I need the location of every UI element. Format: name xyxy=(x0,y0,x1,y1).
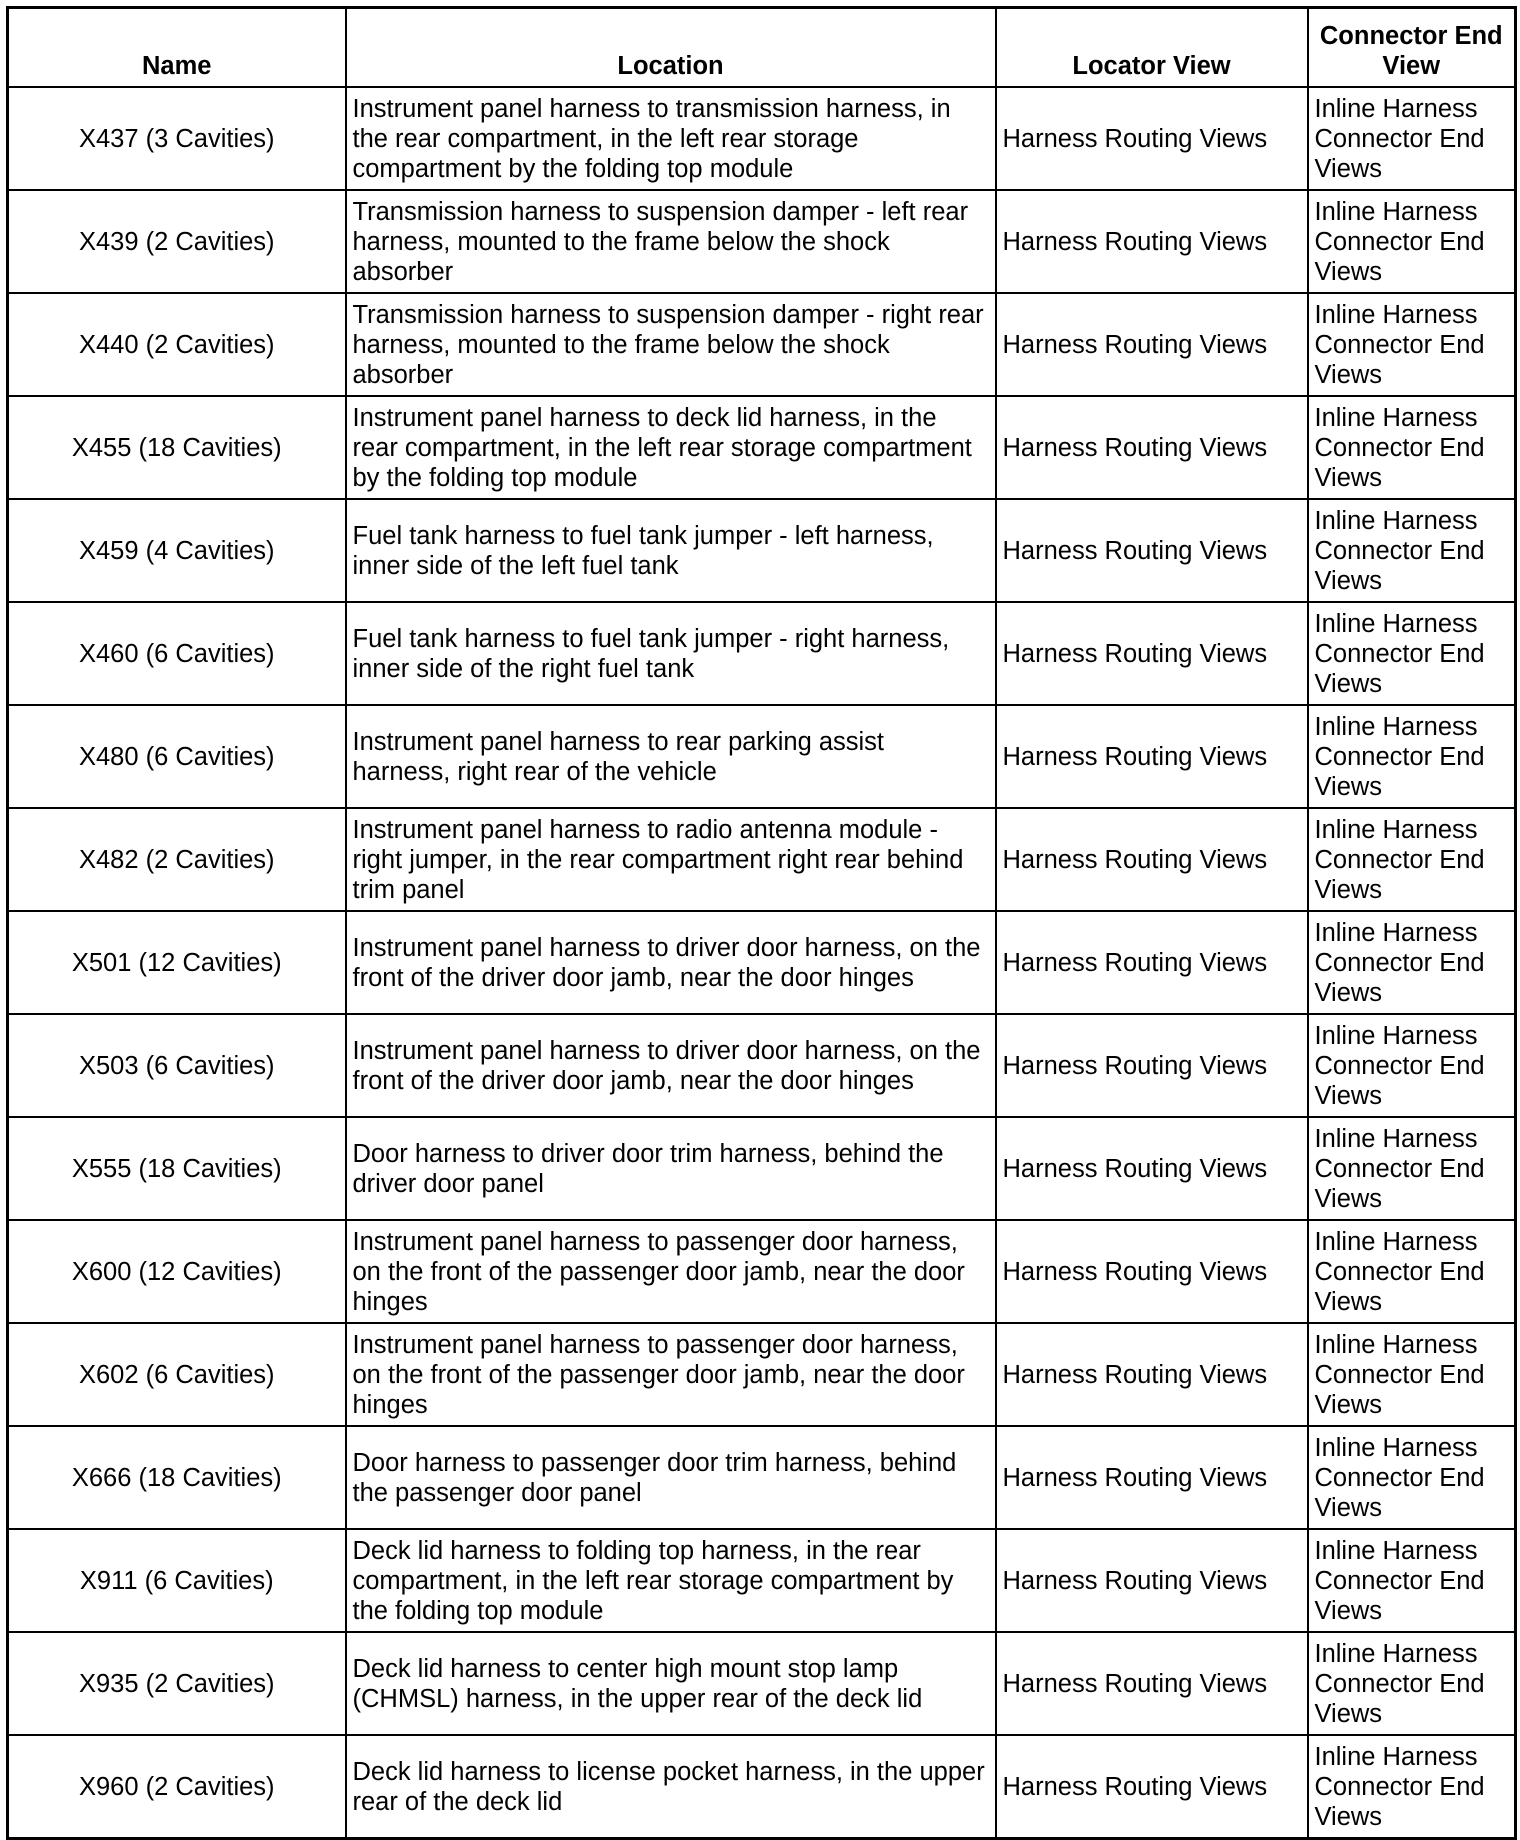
connector-end-view-link[interactable]: Inline Harness Connector End Views xyxy=(1308,499,1516,602)
locator-view-link[interactable]: Harness Routing Views xyxy=(996,293,1308,396)
connector-name: X503 (6 Cavities) xyxy=(8,1014,346,1117)
connector-end-view-link[interactable]: Inline Harness Connector End Views xyxy=(1308,602,1516,705)
connector-name: X960 (2 Cavities) xyxy=(8,1735,346,1839)
connector-end-view-link[interactable]: Inline Harness Connector End Views xyxy=(1308,87,1516,190)
locator-view-link[interactable]: Harness Routing Views xyxy=(996,602,1308,705)
connector-location: Instrument panel harness to deck lid harness, in the rear compartment, in the left rear storage compartment by the folding top module xyxy=(346,396,996,499)
connector-end-view-link[interactable]: Inline Harness Connector End Views xyxy=(1308,1632,1516,1735)
connector-name: X437 (3 Cavities) xyxy=(8,87,346,190)
table-row xyxy=(8,1735,1516,1839)
locator-view-link[interactable]: Harness Routing Views xyxy=(996,1735,1308,1839)
table-header xyxy=(8,8,1516,88)
table-row xyxy=(8,1014,1516,1117)
connector-name: X666 (18 Cavities) xyxy=(8,1426,346,1529)
header-row xyxy=(8,8,1516,88)
connector-end-view-link[interactable]: Inline Harness Connector End Views xyxy=(1308,293,1516,396)
header-location: Location xyxy=(346,8,996,88)
locator-view-link[interactable]: Harness Routing Views xyxy=(996,396,1308,499)
table-row xyxy=(8,1220,1516,1323)
table-row xyxy=(8,911,1516,1014)
connector-end-view-link[interactable]: Inline Harness Connector End Views xyxy=(1308,396,1516,499)
locator-view-link[interactable]: Harness Routing Views xyxy=(996,87,1308,190)
connector-table xyxy=(6,6,1517,1840)
connector-location: Instrument panel harness to transmission harness, in the rear compartment, in the left rear storage compartment by the folding top module xyxy=(346,87,996,190)
connector-name: X482 (2 Cavities) xyxy=(8,808,346,911)
connector-name: X455 (18 Cavities) xyxy=(8,396,346,499)
connector-location: Deck lid harness to center high mount stop lamp (CHMSL) harness, in the upper rear of the deck lid xyxy=(346,1632,996,1735)
header-locator-view: Locator View xyxy=(996,8,1308,88)
locator-view-link[interactable]: Harness Routing Views xyxy=(996,1014,1308,1117)
connector-end-view-link[interactable]: Inline Harness Connector End Views xyxy=(1308,1323,1516,1426)
locator-view-link[interactable]: Harness Routing Views xyxy=(996,1529,1308,1632)
connector-location: Deck lid harness to license pocket harness, in the upper rear of the deck lid xyxy=(346,1735,996,1839)
table-row xyxy=(8,1632,1516,1735)
connector-name: X935 (2 Cavities) xyxy=(8,1632,346,1735)
connector-end-view-link[interactable]: Inline Harness Connector End Views xyxy=(1308,1426,1516,1529)
connector-name: X555 (18 Cavities) xyxy=(8,1117,346,1220)
connector-end-view-link[interactable]: Inline Harness Connector End Views xyxy=(1308,1735,1516,1839)
locator-view-link[interactable]: Harness Routing Views xyxy=(996,1632,1308,1735)
header-name: Name xyxy=(8,8,346,88)
connector-end-view-link[interactable]: Inline Harness Connector End Views xyxy=(1308,190,1516,293)
connector-location: Deck lid harness to folding top harness, in the rear compartment, in the left rear storage compartment by the folding top module xyxy=(346,1529,996,1632)
table-row xyxy=(8,87,1516,190)
connector-location: Transmission harness to suspension damper - right rear harness, mounted to the frame below the shock absorber xyxy=(346,293,996,396)
table-row xyxy=(8,1529,1516,1632)
connector-end-view-link[interactable]: Inline Harness Connector End Views xyxy=(1308,705,1516,808)
connector-location: Fuel tank harness to fuel tank jumper - right harness, inner side of the right fuel tank xyxy=(346,602,996,705)
locator-view-link[interactable]: Harness Routing Views xyxy=(996,808,1308,911)
locator-view-link[interactable]: Harness Routing Views xyxy=(996,1323,1308,1426)
table-row xyxy=(8,396,1516,499)
connector-end-view-link[interactable]: Inline Harness Connector End Views xyxy=(1308,1117,1516,1220)
table-row xyxy=(8,602,1516,705)
locator-view-link[interactable]: Harness Routing Views xyxy=(996,1220,1308,1323)
connector-location: Fuel tank harness to fuel tank jumper - left harness, inner side of the left fuel tank xyxy=(346,499,996,602)
table-row xyxy=(8,293,1516,396)
locator-view-link[interactable]: Harness Routing Views xyxy=(996,499,1308,602)
connector-location: Instrument panel harness to driver door harness, on the front of the driver door jamb, near the door hinges xyxy=(346,1014,996,1117)
table-row xyxy=(8,1117,1516,1220)
connector-location: Instrument panel harness to passenger door harness, on the front of the passenger door jamb, near the door hinges xyxy=(346,1323,996,1426)
locator-view-link[interactable]: Harness Routing Views xyxy=(996,190,1308,293)
connector-location: Instrument panel harness to driver door harness, on the front of the driver door jamb, near the door hinges xyxy=(346,911,996,1014)
connector-end-view-link[interactable]: Inline Harness Connector End Views xyxy=(1308,808,1516,911)
connector-name: X602 (6 Cavities) xyxy=(8,1323,346,1426)
connector-name: X459 (4 Cavities) xyxy=(8,499,346,602)
locator-view-link[interactable]: Harness Routing Views xyxy=(996,911,1308,1014)
table-row xyxy=(8,1426,1516,1529)
header-connector-end-view: Connector End View xyxy=(1308,8,1516,88)
connector-location: Instrument panel harness to passenger door harness, on the front of the passenger door jamb, near the door hinges xyxy=(346,1220,996,1323)
table-row xyxy=(8,1323,1516,1426)
connector-location: Instrument panel harness to radio antenna module - right jumper, in the rear compartment right rear behind trim panel xyxy=(346,808,996,911)
table-row xyxy=(8,705,1516,808)
connector-name: X480 (6 Cavities) xyxy=(8,705,346,808)
connector-end-view-link[interactable]: Inline Harness Connector End Views xyxy=(1308,1220,1516,1323)
connector-location: Instrument panel harness to rear parking assist harness, right rear of the vehicle xyxy=(346,705,996,808)
connector-location: Transmission harness to suspension damper - left rear harness, mounted to the frame below the shock absorber xyxy=(346,190,996,293)
connector-name: X439 (2 Cavities) xyxy=(8,190,346,293)
connector-name: X600 (12 Cavities) xyxy=(8,1220,346,1323)
table-row xyxy=(8,808,1516,911)
connector-name: X460 (6 Cavities) xyxy=(8,602,346,705)
connector-end-view-link[interactable]: Inline Harness Connector End Views xyxy=(1308,1529,1516,1632)
table-row xyxy=(8,499,1516,602)
connector-table-sheet xyxy=(6,6,1514,1840)
table-body xyxy=(8,87,1516,1839)
connector-location: Door harness to passenger door trim harness, behind the passenger door panel xyxy=(346,1426,996,1529)
locator-view-link[interactable]: Harness Routing Views xyxy=(996,1117,1308,1220)
connector-name: X501 (12 Cavities) xyxy=(8,911,346,1014)
connector-name: X440 (2 Cavities) xyxy=(8,293,346,396)
connector-name: X911 (6 Cavities) xyxy=(8,1529,346,1632)
locator-view-link[interactable]: Harness Routing Views xyxy=(996,1426,1308,1529)
connector-location: Door harness to driver door trim harness, behind the driver door panel xyxy=(346,1117,996,1220)
connector-end-view-link[interactable]: Inline Harness Connector End Views xyxy=(1308,1014,1516,1117)
connector-end-view-link[interactable]: Inline Harness Connector End Views xyxy=(1308,911,1516,1014)
locator-view-link[interactable]: Harness Routing Views xyxy=(996,705,1308,808)
table-row xyxy=(8,190,1516,293)
